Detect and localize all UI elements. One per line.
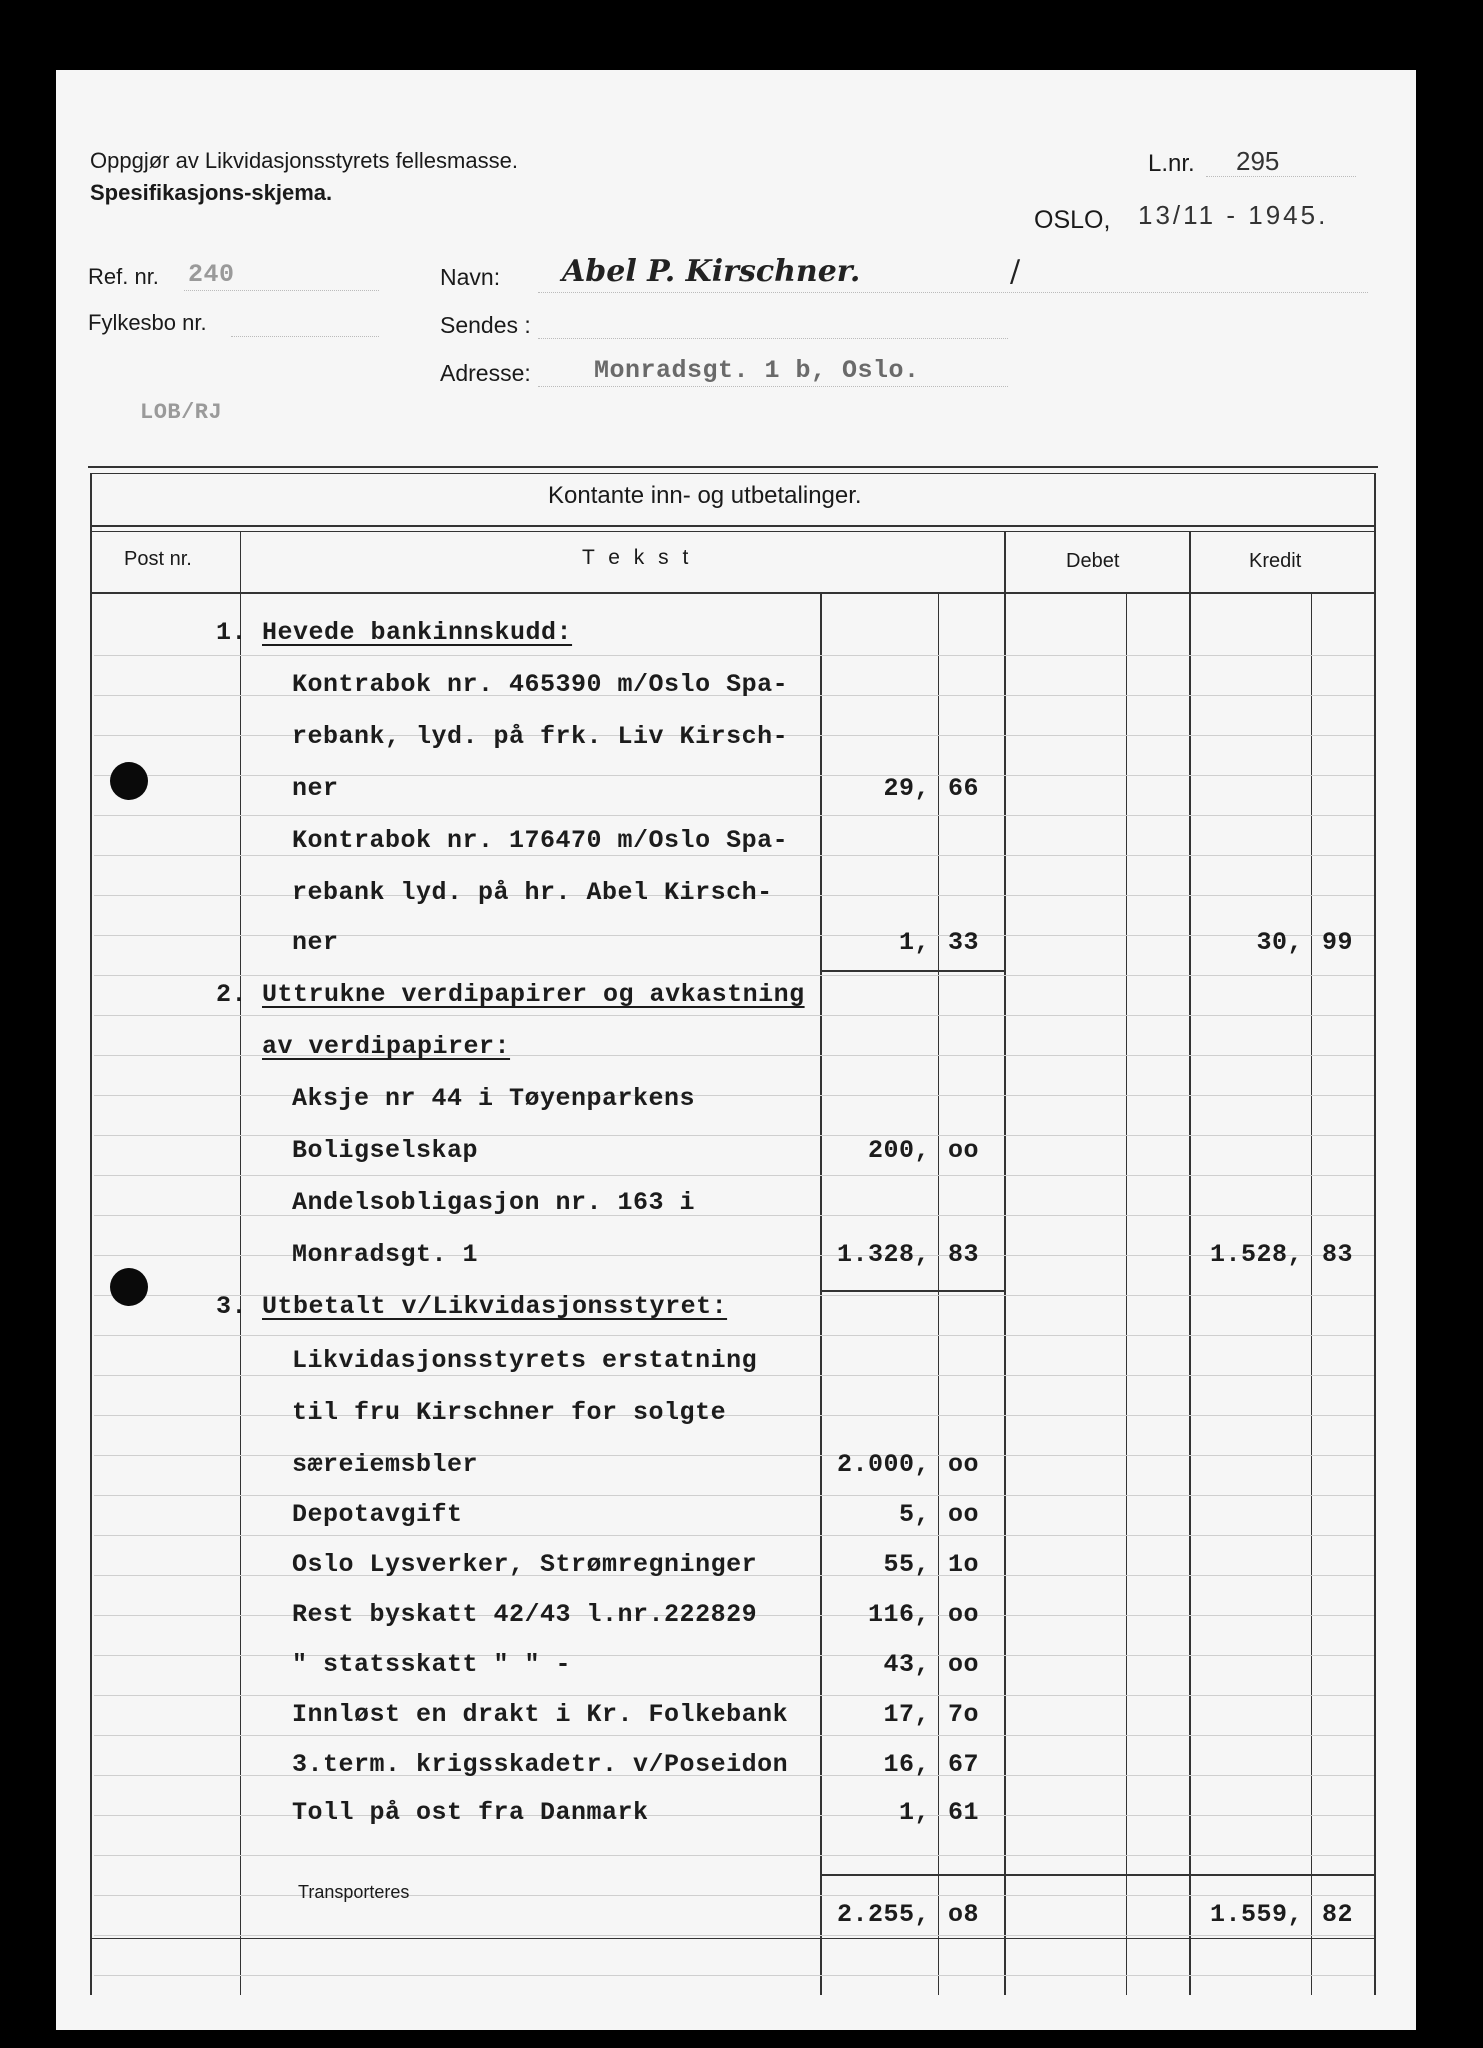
entry-text: rebank lyd. på hr. Abel Kirsch-	[292, 878, 773, 907]
sendes-label: Sendes :	[440, 312, 531, 338]
navn-line	[538, 292, 1368, 293]
entry-amount: 200,	[867, 1136, 930, 1165]
entry-text: " statsskatt " " -	[292, 1650, 572, 1679]
entry-amount-decimals: oo	[948, 1500, 980, 1529]
transport-line	[820, 1874, 1374, 1876]
title-divider-inner	[90, 531, 1374, 532]
table-top-border	[88, 466, 1378, 468]
entry-amount-decimals: 33	[948, 928, 980, 957]
date-value: 13/11 - 1945.	[1138, 200, 1329, 230]
amount-decimal-divider	[938, 592, 939, 1995]
entry-amount: 2.000,	[836, 1450, 930, 1479]
ruled-line	[94, 1495, 1374, 1496]
fylkesbo-label: Fylkesbo nr.	[88, 310, 207, 335]
entry-text: rebank, lyd. på frk. Liv Kirsch-	[292, 722, 789, 751]
ruled-line	[94, 775, 1374, 776]
ruled-line	[94, 1815, 1374, 1816]
entry-text: Aksje nr 44 i Tøyenparkens	[292, 1084, 696, 1113]
entry-amount: 116,	[867, 1600, 930, 1629]
entry-amount-decimals: 67	[948, 1750, 980, 1779]
transport-kredit-decimals: 82	[1322, 1900, 1354, 1929]
entry-text: Kontrabok nr. 465390 m/Oslo Spa-	[292, 670, 789, 699]
ruled-line	[94, 1535, 1374, 1536]
entry-amount-decimals: oo	[948, 1650, 980, 1679]
ref-label: Ref. nr.	[88, 264, 159, 289]
adresse-label: Adresse:	[440, 360, 531, 386]
subtotal-line-1	[820, 970, 1004, 972]
ruled-line	[94, 1935, 1374, 1936]
kredit-decimal-divider	[1311, 592, 1312, 1995]
entry-amount: 1,	[898, 928, 930, 957]
entry-text: Oslo Lysverker, Strømregninger	[292, 1550, 758, 1579]
entry-heading: Hevede bankinnskudd:	[262, 618, 573, 647]
table-bottom-border	[90, 1938, 1374, 1939]
entry-text: Andelsobligasjon nr. 163 i	[292, 1188, 696, 1217]
entry-text: Boligselskap	[292, 1136, 479, 1165]
transport-kredit: 1.559,	[1209, 1900, 1303, 1929]
entry-kredit: 1.528,	[1209, 1240, 1303, 1269]
navn-label: Navn:	[440, 264, 501, 290]
navn-value: Abel P. Kirschner.	[562, 254, 861, 289]
entry-text: Monradsgt. 1	[292, 1240, 479, 1269]
lnr-label: L.nr.	[1148, 150, 1195, 177]
entry-amount: 1,	[898, 1798, 930, 1827]
entry-amount: 17,	[883, 1700, 930, 1729]
ruled-line	[94, 815, 1374, 816]
ruled-line	[94, 1895, 1374, 1896]
ruled-line	[94, 1855, 1374, 1856]
form-sheet	[56, 70, 1416, 2030]
entry-kredit-decimals: 83	[1322, 1240, 1354, 1269]
col-tekst-header: T e k s t	[582, 546, 693, 569]
transport-amount-decimals: o8	[948, 1900, 980, 1929]
form-title-line1: Oppgjør av Likvidasjonsstyrets fellesmasse.	[90, 148, 518, 173]
entry-amount-decimals: 7o	[948, 1700, 980, 1729]
entry-text: ner	[292, 928, 339, 957]
entry-amount-decimals: 61	[948, 1798, 980, 1827]
entry-text: særeiemsbler	[292, 1450, 479, 1479]
entry-heading: Uttrukne verdipapirer og avkastning	[262, 980, 805, 1009]
transport-label: Transporteres	[298, 1882, 410, 1902]
entry-amount-decimals: 66	[948, 774, 980, 803]
entry-heading: Utbetalt v/Likvidasjonsstyret:	[262, 1292, 728, 1321]
ref-value: 240	[188, 260, 235, 289]
header-divider	[90, 592, 1374, 594]
entry-post-number: 2.	[216, 980, 248, 1009]
table-right-border	[1374, 473, 1376, 1995]
entry-amount-decimals: 1o	[948, 1550, 980, 1579]
ruled-line	[94, 855, 1374, 856]
ruled-line	[94, 1215, 1374, 1216]
ruled-line	[94, 935, 1374, 936]
entry-post-number: 1.	[216, 618, 248, 647]
entry-text: Depotavgift	[292, 1500, 463, 1529]
subtotal-line-2	[820, 1290, 1004, 1292]
entry-text: Rest byskatt 42/43 l.nr.222829	[292, 1600, 758, 1629]
fylkesbo-line	[231, 336, 379, 337]
sendes-line	[538, 338, 1008, 339]
entry-amount-decimals: oo	[948, 1600, 980, 1629]
ruled-line	[94, 1975, 1374, 1976]
title-divider	[90, 525, 1374, 527]
ruled-line	[94, 1375, 1374, 1376]
entry-text: 3.term. krigsskadetr. v/Poseidon	[292, 1750, 789, 1779]
entry-text: Innløst en drakt i Kr. Folkebank	[292, 1700, 789, 1729]
entry-kredit-decimals: 99	[1322, 928, 1354, 957]
ruled-line	[94, 975, 1374, 976]
col-debet-header: Debet	[1066, 550, 1120, 572]
lnr-line	[1206, 176, 1356, 177]
ruled-line	[94, 1135, 1374, 1136]
ruled-line	[94, 655, 1374, 656]
initials: LOB/RJ	[140, 400, 223, 425]
ruled-line	[94, 1655, 1374, 1656]
ruled-line	[94, 1015, 1374, 1016]
ruled-line	[94, 1735, 1374, 1736]
table-top-inner	[90, 473, 1374, 474]
entry-text: til fru Kirschner for solgte	[292, 1398, 727, 1427]
form-title-line2: Spesifikasjons-skjema.	[90, 180, 333, 205]
entry-amount: 29,	[883, 774, 930, 803]
ref-line	[184, 290, 379, 291]
navn-slash: /	[1010, 254, 1021, 289]
table-title: Kontante inn- og utbetalinger.	[548, 482, 862, 509]
entry-heading: av verdipapirer:	[262, 1032, 511, 1061]
punch-hole-bottom	[110, 1268, 148, 1306]
entry-amount: 55,	[883, 1550, 930, 1579]
entry-text: Likvidasjonsstyrets erstatning	[292, 1346, 758, 1375]
entry-kredit: 30,	[1256, 928, 1303, 957]
entry-text: Toll på ost fra Danmark	[292, 1798, 649, 1827]
transport-amount: 2.255,	[836, 1900, 930, 1929]
ruled-line	[94, 1415, 1374, 1416]
entry-text: ner	[292, 774, 339, 803]
adresse-line	[538, 386, 1008, 387]
table-left-border	[90, 473, 92, 1995]
place-label: OSLO,	[1034, 206, 1111, 234]
ruled-line	[94, 1695, 1374, 1696]
entry-amount-decimals: oo	[948, 1136, 980, 1165]
entry-amount: 43,	[883, 1650, 930, 1679]
entry-amount: 1.328,	[836, 1240, 930, 1269]
ruled-line	[94, 1335, 1374, 1336]
entry-amount: 5,	[898, 1500, 930, 1529]
entry-amount-decimals: oo	[948, 1450, 980, 1479]
ruled-line	[94, 1095, 1374, 1096]
entry-amount-decimals: 83	[948, 1240, 980, 1269]
entry-text: Kontrabok nr. 176470 m/Oslo Spa-	[292, 826, 789, 855]
col-kredit-header: Kredit	[1249, 550, 1302, 572]
entry-post-number: 3.	[216, 1292, 248, 1321]
adresse-value: Monradsgt. 1 b, Oslo.	[594, 356, 920, 385]
punch-hole-top	[110, 762, 148, 800]
ruled-line	[94, 1255, 1374, 1256]
col-post-header: Post nr.	[124, 548, 192, 570]
ruled-line	[94, 1175, 1374, 1176]
ruled-line	[94, 1455, 1374, 1456]
debet-decimal-divider	[1126, 592, 1127, 1995]
entry-amount: 16,	[883, 1750, 930, 1779]
lnr-value: 295	[1236, 146, 1280, 176]
